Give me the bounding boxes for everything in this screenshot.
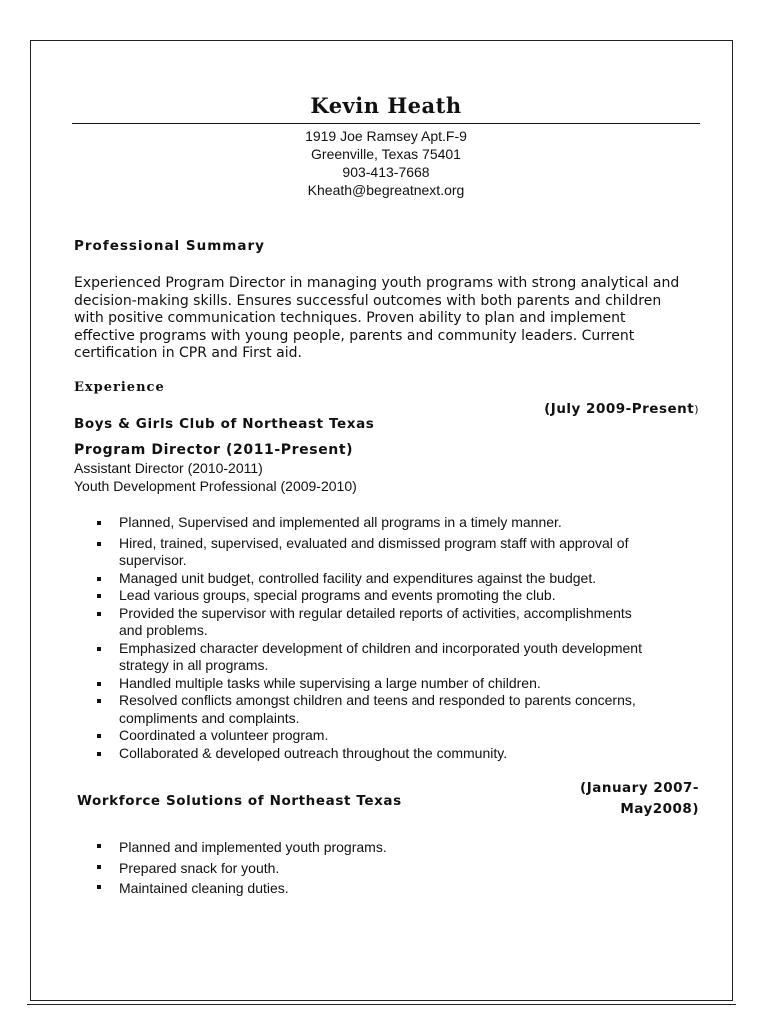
summary-line: decision-making skills. Ensures successful outcomes with both parents and children xyxy=(74,292,662,309)
duty-text: Maintained cleaning duties. xyxy=(119,880,289,896)
duty-text: Resolved conflicts amongst children and teens and responded to parents concerns, xyxy=(119,692,636,708)
duty-text: Provided the supervisor with regular detailed reports of activities, accomplishments xyxy=(119,604,632,621)
duty-item xyxy=(96,605,696,640)
job-1-prior-role: Assistant Director (2010-2011) xyxy=(74,460,263,476)
summary-heading: Professional Summary xyxy=(74,238,265,254)
duty-text: Managed unit budget, controlled facility and expenditures against the budget. xyxy=(119,569,597,586)
duty-text: Collaborated & developed outreach throughout the community. xyxy=(119,744,508,761)
address-line-1: 1919 Joe Ramsey Apt.F-9 xyxy=(305,128,467,144)
duty-item xyxy=(96,587,696,605)
address-line-2: Greenville, Texas 75401 xyxy=(311,146,461,162)
summary-line: Experienced Program Director in managing youth programs with strong analytical and xyxy=(74,275,680,291)
duty-item xyxy=(96,535,696,570)
duty-text: compliments and complaints. xyxy=(119,709,300,726)
duty-item xyxy=(96,878,696,899)
summary-line: with positive communication techniques. Proven ability to plan and implement xyxy=(74,310,626,326)
duty-item xyxy=(96,692,696,727)
job-2-dates-line-2: May2008) xyxy=(620,801,699,817)
email-address: Kheath@begreatnext.org xyxy=(307,182,465,198)
job-1-duties xyxy=(96,514,696,762)
summary-text xyxy=(74,275,704,363)
job-1-dates xyxy=(544,401,699,417)
duty-text: Planned and implemented youth programs. xyxy=(119,839,387,855)
duty-text: Hired, trained, supervised, evaluated and dismissed program staff with approval of xyxy=(119,534,629,551)
duty-text: and problems. xyxy=(119,622,208,638)
job-1-dates-close: ) xyxy=(694,403,699,416)
job-1-title: Program Director (2011-Present) xyxy=(74,442,354,458)
duty-text: Lead various groups, special programs and events promoting the club. xyxy=(119,587,556,603)
duty-text: Prepared snack for youth. xyxy=(119,859,280,876)
duty-text: Emphasized character development of children and incorporated youth development xyxy=(119,639,642,656)
duty-item xyxy=(96,745,696,763)
duty-item xyxy=(96,858,696,879)
duty-text: supervisor. xyxy=(119,552,187,568)
job-1-organization: Boys & Girls Club of Northeast Texas xyxy=(74,416,375,432)
duty-text: strategy in all programs. xyxy=(119,657,269,673)
job-1-prior-role: Youth Development Professional (2009-2010) xyxy=(74,478,357,494)
summary-line: certification in CPR and First aid. xyxy=(74,345,302,361)
job-2-dates-line-1: (January 2007- xyxy=(580,780,699,796)
duty-item xyxy=(96,675,696,693)
duty-text: Planned, Supervised and implemented all programs in a timely manner. xyxy=(119,514,562,530)
duty-item xyxy=(96,570,696,588)
duty-item xyxy=(96,837,696,858)
duty-item xyxy=(96,727,696,745)
job-1-dates-text: (July 2009-Present xyxy=(544,401,695,417)
phone-number: 903-413-7668 xyxy=(342,164,430,180)
summary-line: effective programs with young people, parents and community leaders. Current xyxy=(74,327,635,344)
header-divider xyxy=(72,123,700,124)
job-2-duties xyxy=(96,837,696,899)
duty-text: Coordinated a volunteer program. xyxy=(119,727,329,743)
duty-item xyxy=(96,514,696,532)
experience-heading: Experience xyxy=(74,380,165,395)
job-2-organization: Workforce Solutions of Northeast Texas xyxy=(77,793,402,809)
job-2-dates xyxy=(580,778,699,820)
contact-block xyxy=(72,127,700,199)
duty-item xyxy=(96,640,696,675)
candidate-name: Kevin Heath xyxy=(310,93,462,118)
duty-text: Handled multiple tasks while supervising a large number of children. xyxy=(119,674,541,691)
